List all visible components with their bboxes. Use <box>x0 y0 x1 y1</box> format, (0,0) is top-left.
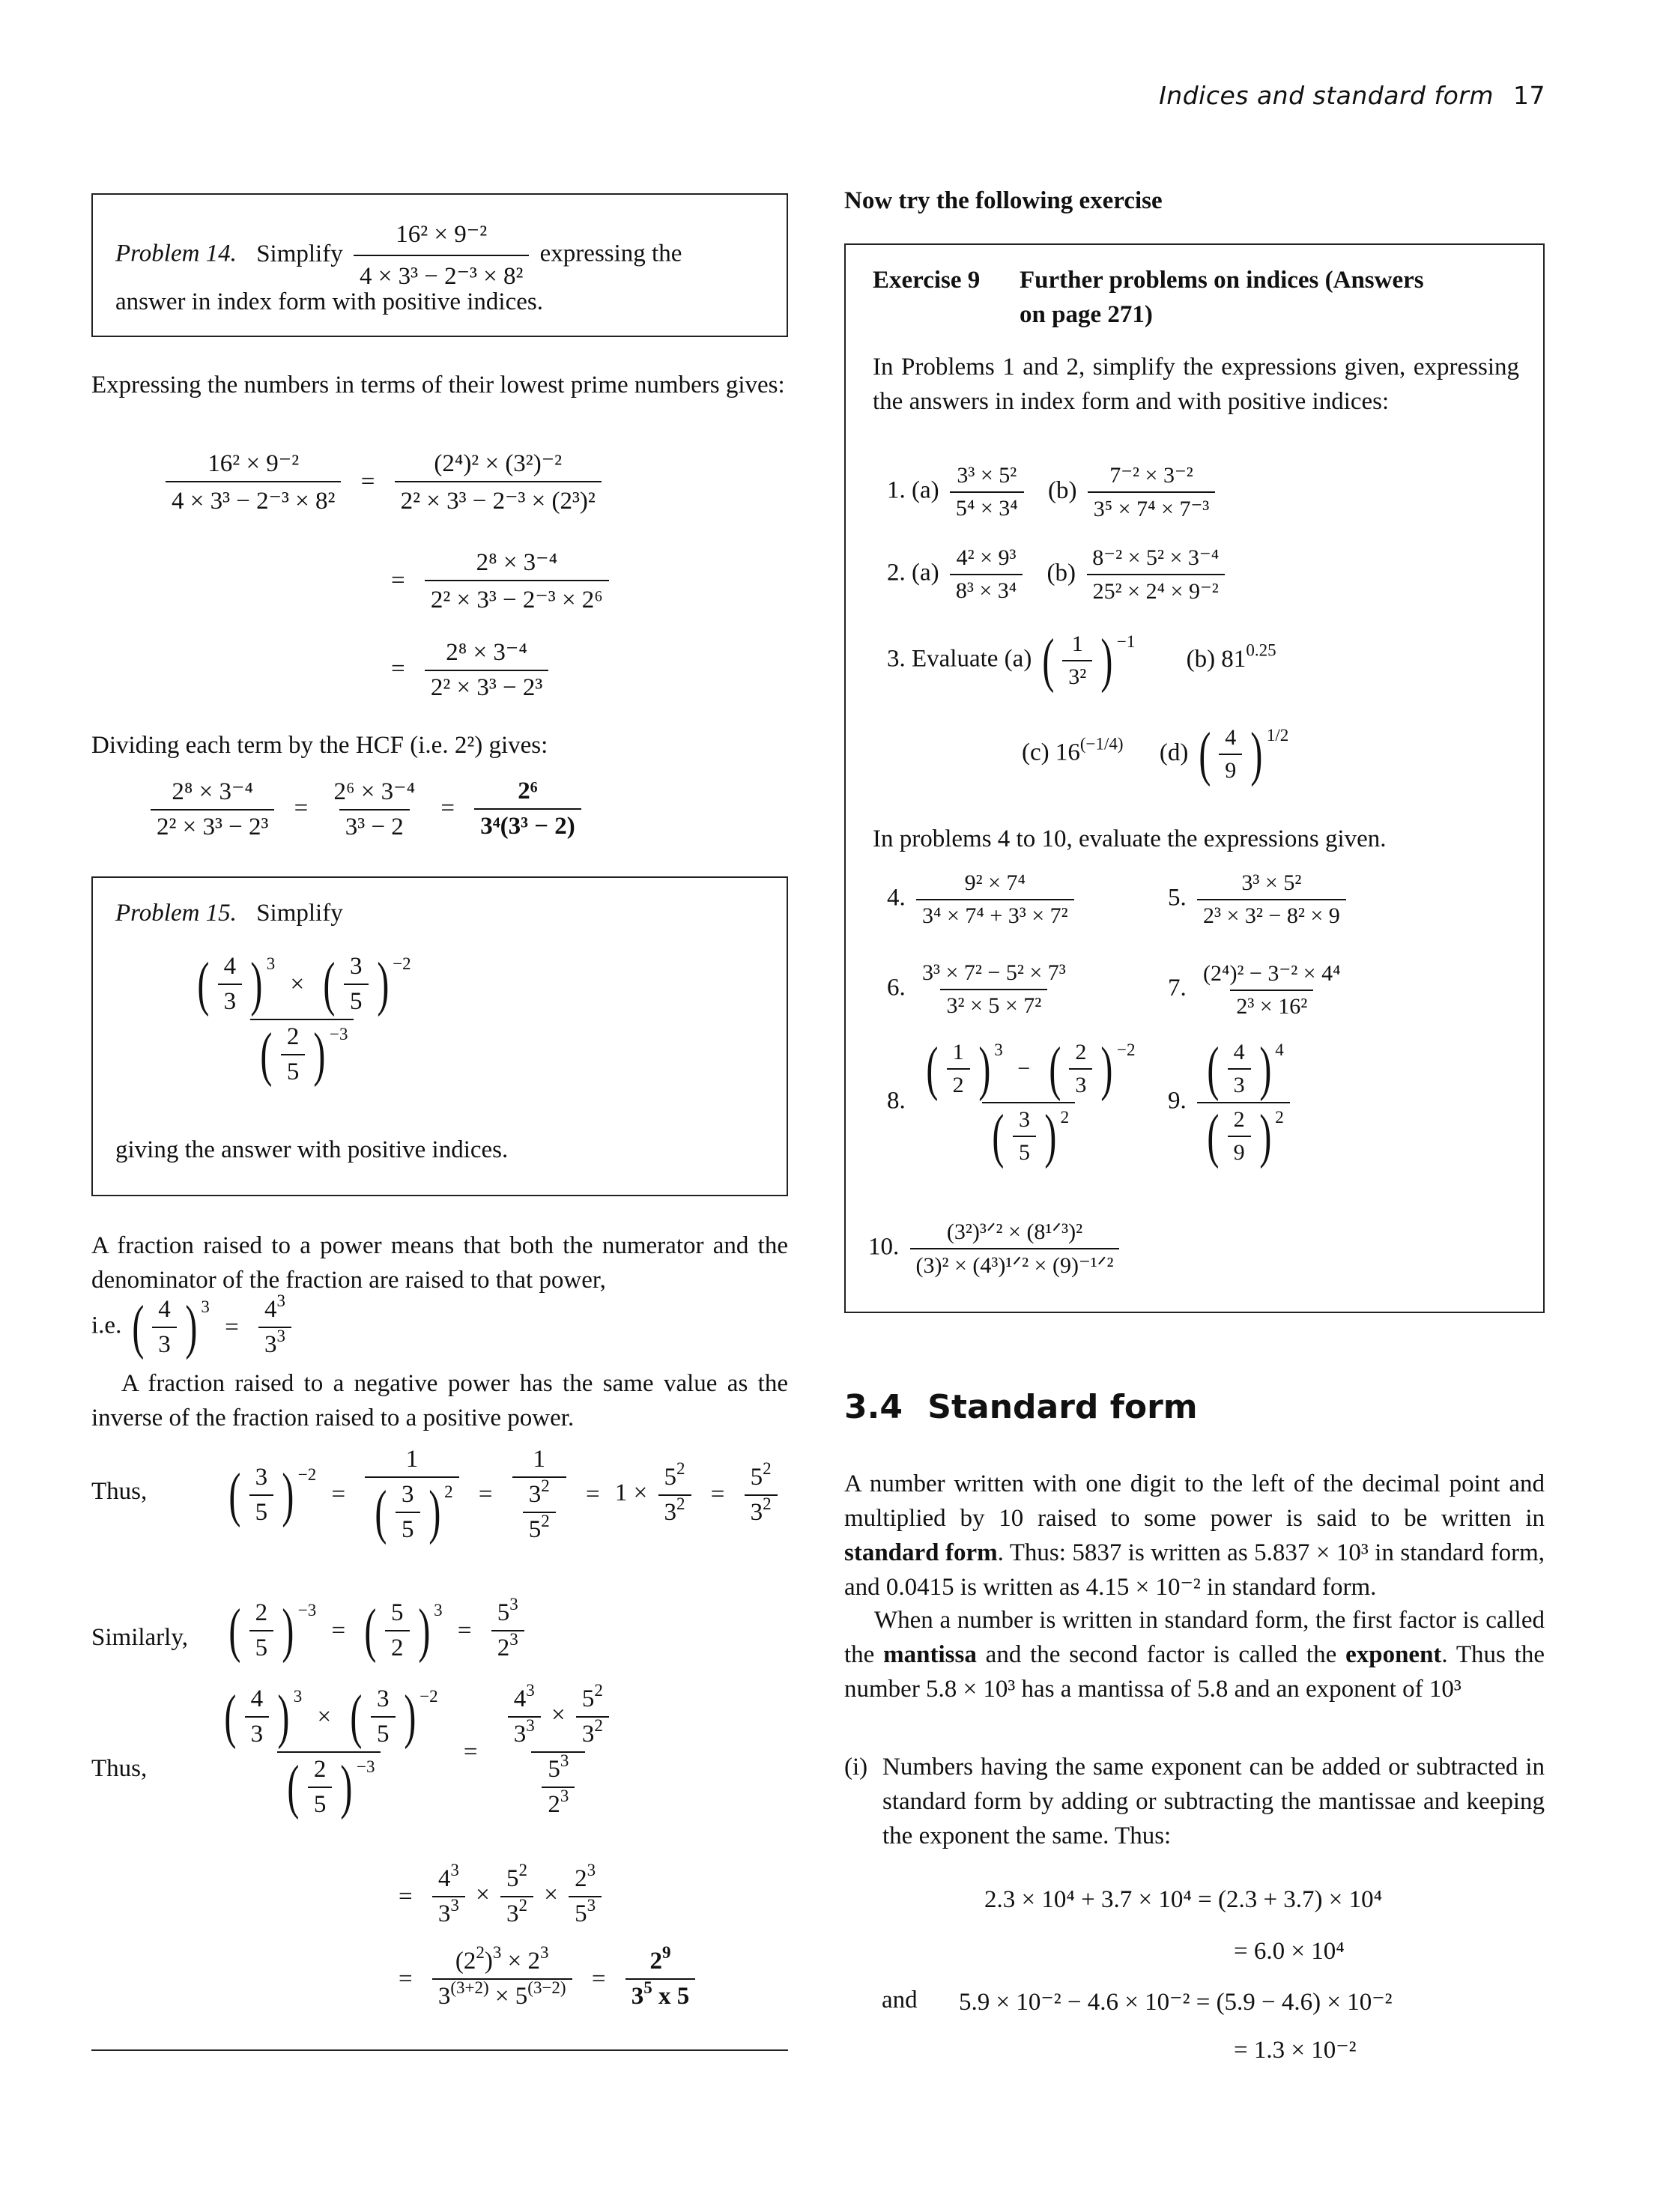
running-head-title: Indices and standard form <box>1159 81 1494 110</box>
p15-main-fraction <box>187 953 417 1086</box>
frac-num: 2⁶ × 3⁻⁴ <box>333 778 416 805</box>
question-7 <box>1168 960 1351 1019</box>
frac-num: 8⁻² × 5² × 3⁻⁴ <box>1092 545 1220 570</box>
paren-group: ( $\frac{4}{3}$ ) 3 <box>131 1294 210 1360</box>
question-3: 3. Evaluate (a) ( $\frac{1}{\text{3²}}$ ) −1 (b) $81^{0.25}$ <box>887 628 1276 694</box>
frac-den: 2³ × 16² <box>1230 990 1313 1019</box>
example-sub-line-2: = 1.3 × 10⁻² <box>1234 2037 1357 2064</box>
frac-num: (2⁴)² × (3²)⁻² <box>434 450 562 477</box>
equals-sign: = <box>391 655 405 682</box>
frac-num: 3³ × 5² <box>1241 870 1302 895</box>
p14-step-2 <box>382 547 614 614</box>
frac-num: 9² × 7⁴ <box>964 870 1026 895</box>
thus1-frac: 1 ( $\frac{3}{5}$ ) 2 <box>365 1446 458 1544</box>
frac-num: (2⁴)² − 3⁻² × 4⁴ <box>1203 961 1341 986</box>
exponent: 0.25 <box>1246 640 1276 660</box>
frac-num: 16² × 9⁻² <box>396 221 488 248</box>
frac-num: 16² × 9⁻² <box>208 450 300 477</box>
similarly-label: Similarly, <box>91 1624 188 1651</box>
q6-label: 6. <box>887 974 906 1002</box>
frac-num: 7⁻² × 3⁻² <box>1109 463 1193 488</box>
equals-sign: = <box>457 1616 472 1644</box>
p14-rhs-3 <box>425 637 548 702</box>
example-sub-line-1: 5.9 × 10⁻² − 4.6 × 10⁻² = (5.9 − 4.6) × 10⁻² <box>959 1989 1393 2016</box>
q4-label: 4. <box>887 884 906 912</box>
question-5 <box>1168 870 1351 929</box>
q2-label: 2. (a) <box>887 559 939 587</box>
q8-label: 8. <box>887 1087 906 1115</box>
problem-15-footer: giving the answer with positive indices. <box>115 1136 509 1163</box>
frac-den: 2² × 3³ − 2⁻³ × (2³)² <box>395 481 602 515</box>
frac-den: 3⁴(3³ − 2) <box>474 808 581 840</box>
frac-num: (3²)³ᐟ² × (8¹ᐟ³)² <box>946 1219 1083 1244</box>
frac-den: 25² × 2⁴ × 9⁻² <box>1087 574 1225 604</box>
equals-sign: = <box>331 1481 346 1508</box>
paren-group: ( $\frac{3}{5}$ ) −2 <box>323 951 411 1017</box>
problem-14-box <box>91 193 788 337</box>
example-add-line-1: 2.3 × 10⁴ + 3.7 × 10⁴ = (2.3 + 3.7) × 10⁴ <box>984 1886 1383 1913</box>
hcf-frac-c <box>474 778 581 840</box>
frac-den: 3⁵ × 7⁴ × 7⁻³ <box>1088 491 1216 522</box>
frac-den: 2³ × 3² − 8² × 9 <box>1197 899 1346 929</box>
para-text: . Thus the number 5.8 × 10³ has a mantissa of 5.8 and an exponent of 10³ <box>844 1641 1545 1703</box>
thus-example-1: ( $\frac{3}{5}$ ) −2 = 1 ( $\frac{3}{5}$ ) 2 = $\frac{1}{\frac{3^2}{5^2}}$ = 1 × $\frac{5^2}{3^2}$ = $\frac{5^2}{3^2}$ <box>225 1446 782 1544</box>
q10-label: 10. <box>868 1233 900 1261</box>
problem-15-simplify: Simplify <box>256 900 343 927</box>
ie-label: i.e. <box>91 1312 122 1339</box>
thus1-frac4: $\frac{5^2}{3^2}$ <box>745 1464 778 1527</box>
p14-intro: Expressing the numbers in terms of their lowest prime numbers gives: <box>91 372 785 399</box>
frac-num: 3³ × 7² − 5² × 7³ <box>922 960 1066 985</box>
question-10 <box>868 1219 1124 1279</box>
frac-num: 3³ × 5² <box>957 463 1017 488</box>
paren-group: ( $\frac{3}{5}$ ) −2 <box>228 1461 317 1528</box>
column-end-rule <box>91 2049 788 2051</box>
p14-step-1 <box>161 448 606 515</box>
exercise-9-title-2: on page 271) <box>1020 301 1153 328</box>
frac-den: 2² × 3³ − 2³ <box>425 670 548 702</box>
thus2-step-3: = $\frac{(2^2)^3 \times 2^3}{3^{(3+2)} \times 5^{(3-2)}}$ = $\frac{2^9}{3^5 x 5}$ <box>390 1948 700 2011</box>
question-2 <box>887 545 1229 604</box>
hcf-text: Dividing each term by the HCF (i.e. 2²) gives: <box>91 732 548 759</box>
para-text: and the second factor is called the <box>985 1641 1337 1668</box>
equals-sign: = <box>463 1738 478 1766</box>
problem-14-label: Problem 14. <box>115 240 237 267</box>
exercise-9-box <box>844 243 1545 1313</box>
paren-group: ( $\frac{2}{5}$ ) −3 <box>260 1022 348 1088</box>
question-6 <box>887 960 1076 1019</box>
thus-label-2: Thus, <box>91 1755 148 1782</box>
frac-den: 5⁴ × 3⁴ <box>950 491 1024 521</box>
paren-group: ( $\frac{4}{3}$ ) 3 <box>197 951 276 1017</box>
thus-label-1: Thus, <box>91 1478 148 1505</box>
question-9: 9. ( $\frac{4}{3}$ ) 4 ( $\frac{2}{9}$ ) 2 <box>1168 1039 1294 1166</box>
term-standard-form: standard form <box>844 1539 998 1566</box>
p14-rhs-1 <box>395 448 602 515</box>
fraction-power-para: A fraction raised to a power means that both the numerator and the denominator of the fraction are raised to that power, <box>91 1232 788 1294</box>
equals-sign: = <box>591 1965 606 1993</box>
paren-group: ( $\frac{2}{5}$ ) −3 <box>228 1598 317 1664</box>
exercise-9-title-1: Further problems on indices (Answers <box>1020 267 1424 294</box>
exponent: (−1/4) <box>1079 734 1124 754</box>
question-4 <box>887 870 1079 929</box>
p14-rhs-2 <box>425 547 609 614</box>
standard-form-para-1 <box>844 1467 1545 1605</box>
frac-num: 2⁸ × 3⁻⁴ <box>446 639 527 666</box>
similarly-example <box>225 1595 529 1664</box>
running-head <box>1159 81 1545 110</box>
equals-sign: = <box>399 1965 413 1993</box>
equals-sign: = <box>225 1313 239 1341</box>
standard-form-para-2 <box>844 1603 1545 1706</box>
q7-label: 7. <box>1168 975 1187 1002</box>
frac-num: 4 <box>1225 725 1237 750</box>
frac-den: 3⁴ × 7⁴ + 3³ × 7² <box>916 899 1074 929</box>
frac-den: 4 × 3³ − 2⁻³ × 8² <box>354 255 529 294</box>
equals-sign: = <box>478 1481 493 1508</box>
ie-rhs: $\frac{4^3}{3^3}$ <box>258 1296 291 1359</box>
question-3-cd: (c) $16^{(-1/4)}$ (d) ( $\frac{4}{9}$ ) 1/2 <box>1022 721 1289 787</box>
term-exponent: exponent <box>1345 1641 1442 1668</box>
frac-den: 4 × 3³ − 2⁻³ × 8² <box>166 481 341 515</box>
problem-15-expression <box>183 953 422 1086</box>
problem-14-simplify: Simplify <box>256 240 343 267</box>
question-1 <box>887 462 1220 522</box>
example-add-line-2: = 6.0 × 10⁴ <box>1234 1938 1345 1965</box>
thus2-lhs: ( $\frac{4}{3}$ ) 3 × ( $\frac{3}{5}$ ) −2 ( $\frac{2}{5}$ ) −3 <box>224 1684 438 1820</box>
frac-den: 3² <box>1062 660 1092 690</box>
frac-den: 2² × 3³ − 2³ <box>151 809 274 841</box>
equals-sign: = <box>391 566 405 594</box>
problem-14-fraction <box>354 217 529 294</box>
paren-group: ( $\frac{5}{2}$ ) 3 <box>364 1598 443 1664</box>
p14-step-3 <box>382 637 553 702</box>
frac-num: 2⁸ × 3⁻⁴ <box>172 778 253 805</box>
item-i-text: Numbers having the same exponent can be added or subtracted in standard form by adding or subtracting the mantissae and keeping the exponent the same. Thus: <box>882 1754 1545 1849</box>
times-sign: × <box>290 970 305 998</box>
hcf-frac-b <box>328 776 422 841</box>
exercise-heading: Now try the following exercise <box>844 187 1163 214</box>
q2-b-label: (b) <box>1046 559 1076 587</box>
problem-14-line2: answer in index form with positive indices. <box>115 288 543 315</box>
equals-sign: = <box>440 795 455 822</box>
negative-power-para: A fraction raised to a negative power has the same value as the inverse of the fraction raised to a positive power. <box>91 1370 788 1431</box>
q3-c: (c) 16 <box>1022 739 1080 766</box>
hcf-result <box>146 776 586 841</box>
q3-b: (b) 81 <box>1186 645 1247 673</box>
thus2-answer: $\frac{2^9}{3^5 x 5}$ <box>625 1948 696 2011</box>
q3-d-label: (d) <box>1159 739 1189 766</box>
section-heading <box>844 1388 1198 1426</box>
frac-den: 3² × 5 × 7² <box>940 989 1047 1019</box>
similarly-frac: $\frac{5^3}{2^3}$ <box>491 1599 524 1662</box>
frac-den: 8³ × 3⁴ <box>950 574 1023 604</box>
item-i-number: (i) <box>844 1754 868 1781</box>
q5-label: 5. <box>1168 884 1187 912</box>
problem-14-tail: expressing the <box>539 240 682 267</box>
hcf-frac-a <box>151 776 274 841</box>
para-text: A number written with one digit to the left of the decimal point and multiplied by 10 raised to some power is said to be written in <box>844 1470 1545 1532</box>
exercise-intro: In Problems 1 and 2, simplify the expressions given, expressing the answers in index form and with positive indices: <box>873 354 1519 415</box>
question-8: 8. ( $\frac{1}{2}$ ) 3 − ( $\frac{2}{3}$ ) −2 ( $\frac{3}{5}$ ) 2 <box>887 1036 1136 1169</box>
frac-den: (3)² × (4³)¹ᐟ² × (9)⁻¹ᐟ² <box>910 1248 1120 1279</box>
p14-lhs <box>166 448 341 515</box>
equals-sign: = <box>294 795 309 822</box>
ie-example <box>91 1291 296 1360</box>
frac-num: 1 <box>1071 631 1083 656</box>
exponent: 1/2 <box>1266 726 1289 745</box>
problem-14-statement <box>115 217 682 294</box>
frac-den <box>250 1019 354 1086</box>
exponent: −1 <box>1116 632 1136 651</box>
thus1-frac2: $\frac{1}{\frac{3^2}{5^2}}$ <box>512 1446 566 1544</box>
page-number: 17 <box>1513 81 1545 110</box>
problem-15-label: Problem 15. <box>115 900 237 927</box>
thus1-frac3: $\frac{5^2}{3^2}$ <box>658 1464 691 1527</box>
frac-num: 2⁸ × 3⁻⁴ <box>476 549 558 576</box>
frac-den: 3³ − 2 <box>339 809 410 841</box>
equals-sign: = <box>710 1481 725 1508</box>
equals-sign: = <box>399 1882 413 1910</box>
q3-label: 3. Evaluate (a) <box>887 645 1032 673</box>
frac-num: 4² × 9³ <box>956 545 1017 570</box>
example-and: and <box>882 1987 918 2013</box>
equals-sign: = <box>331 1616 346 1644</box>
para-text: . Thus: 5837 is written as 5.837 × 10³ in standard form, and 0.0415 is written as 4.15 × 10⁻² in standard form. <box>844 1539 1545 1601</box>
term-mantissa: mantissa <box>883 1641 977 1668</box>
exercise-intro-2: In problems 4 to 10, evaluate the expressions given. <box>873 825 1387 852</box>
thus2-step-2: = $\frac{4^3}{3^3}$ × $\frac{5^2}{3^2}$ × $\frac{2^3}{5^3}$ <box>390 1865 606 1928</box>
problem-15-box <box>91 876 788 1196</box>
thus2-rhs: $\frac{4^3}{3^3}$ × $\frac{5^2}{3^2}$ $\frac{5^3}{2^3}$ <box>497 1685 620 1819</box>
q9-label: 9. <box>1168 1087 1187 1115</box>
frac-num: 2⁶ <box>518 777 538 804</box>
equals-sign: = <box>360 467 375 495</box>
exercise-9-label: Exercise 9 <box>873 267 981 294</box>
frac-den: 9 <box>1219 754 1242 784</box>
frac-den: 2² × 3³ − 2⁻³ × 2⁶ <box>425 580 609 614</box>
q1-label: 1. (a) <box>887 476 939 504</box>
frac-num <box>187 953 417 1019</box>
thus-example-2 <box>210 1681 624 1820</box>
problem-15-statement <box>115 896 343 930</box>
equals-sign: = <box>586 1481 600 1508</box>
q1-b-label: (b) <box>1047 476 1077 504</box>
section-number: 3.4 <box>844 1388 903 1426</box>
para-text: When a number is written in standard form, the first factor is called the <box>844 1607 1545 1668</box>
section-title: Standard form <box>927 1388 1198 1426</box>
